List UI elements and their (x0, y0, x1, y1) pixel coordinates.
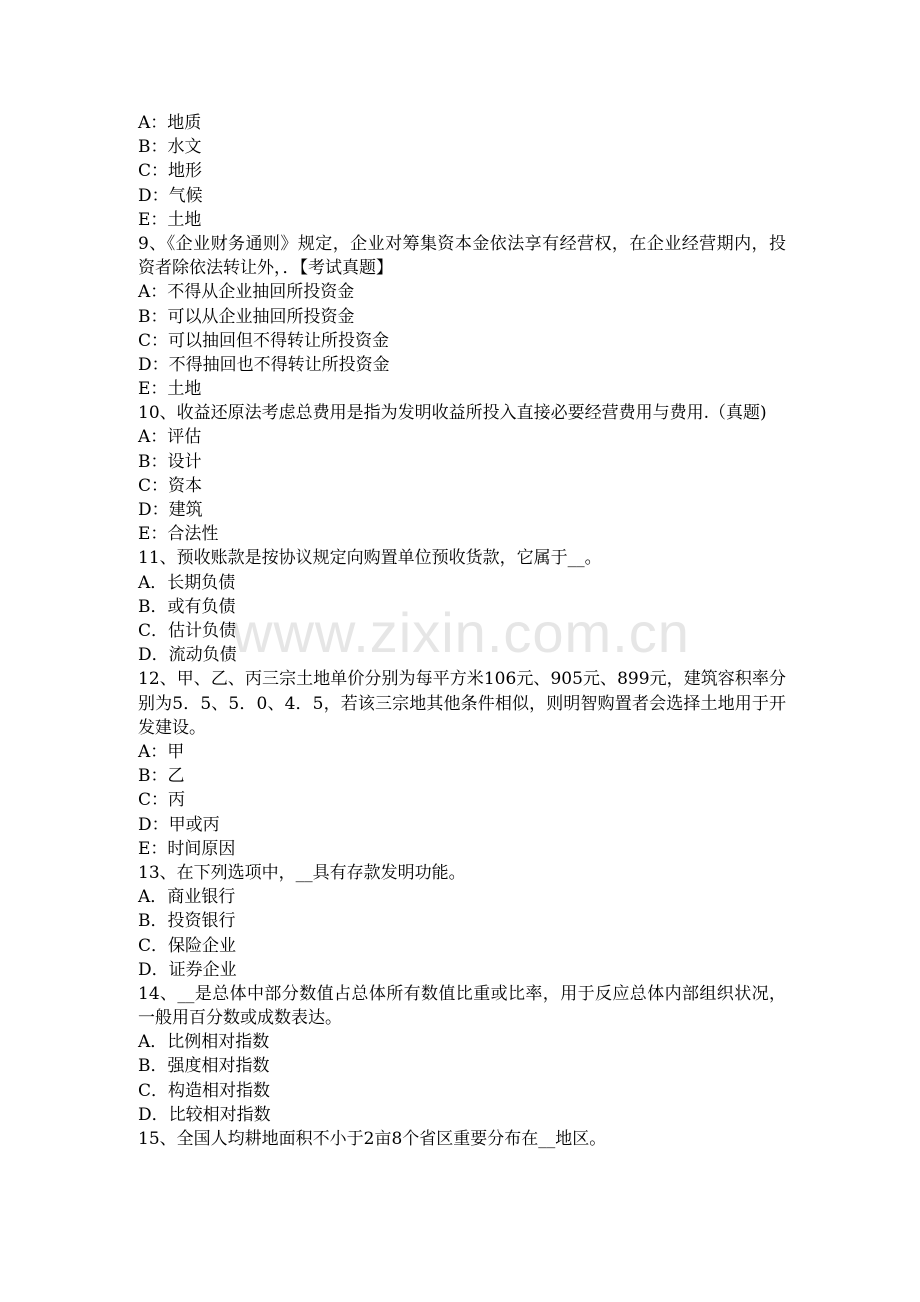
answer-option: B：可以从企业抽回所投资金 (138, 306, 355, 327)
answer-option: C．估计负债 (138, 621, 237, 641)
answer-option: D：不得抽回也不得转让所投资金 (138, 354, 390, 375)
answer-option: C：丙 (138, 790, 186, 811)
question-text: 10、收益还原法考虑总费用是指为发明收益所投入直接必要经营费用与费用.（真题) (138, 403, 767, 424)
answer-option: E：土地 (138, 209, 202, 230)
question-text: 14、__是总体中部分数值占总体所有数值比重或比率，用于反应总体内部组织状况，一般用百分数或成数表达。 (138, 983, 786, 1029)
answer-option: A：评估 (138, 427, 202, 448)
answer-option: D：甲或丙 (138, 814, 220, 835)
answer-option: C：资本 (138, 475, 203, 496)
answer-option: C．保险企业 (138, 935, 237, 956)
watermark: www.zixin.com.cn (232, 601, 690, 664)
answer-option: E：合法性 (138, 524, 219, 545)
answer-option: A．商业银行 (138, 887, 236, 908)
answer-option: D：建筑 (138, 500, 203, 521)
answer-option: B：水文 (138, 137, 202, 158)
answer-option: A：不得从企业抽回所投资金 (138, 282, 355, 303)
document-body (138, 111, 786, 1151)
answer-option: D．比较相对指数 (138, 1104, 271, 1125)
question-text: 15、全国人均耕地面积不小于2亩8个省区重要分布在__地区。 (138, 1129, 607, 1150)
answer-option: B．或有负债 (138, 596, 236, 617)
question-text: 9、《企业财务通则》规定，企业对筹集资本金依法享有经营权，在企业经营期内，投资者除依法转让外，．【考试真题】 (138, 233, 786, 279)
answer-option: C：可以抽回但不得转让所投资金 (138, 330, 390, 351)
question-text: 12、甲、乙、丙三宗土地单价分别为每平方米106元、905元、899元，建筑容积率分别为5．5、5．0、4．5，若该三宗地其他条件相似，则明智购置者会选择土地用于开发建设。 (138, 669, 786, 738)
answer-option: A．长期负债 (138, 572, 236, 593)
answer-option: B．强度相对指数 (138, 1056, 270, 1077)
answer-option: B：乙 (138, 766, 185, 787)
answer-option: A：地质 (138, 113, 202, 133)
answer-option: D．证券企业 (138, 959, 237, 980)
answer-option: C：地形 (138, 161, 203, 182)
question-text: 11、预收账款是按协议规定向购置单位预收货款，它属于__。 (138, 548, 602, 569)
answer-option: B．投资银行 (138, 911, 236, 932)
answer-option: E：土地 (138, 379, 202, 400)
answer-option: A．比例相对指数 (138, 1032, 270, 1053)
answer-option: B：设计 (138, 451, 202, 472)
answer-option: D．流动负债 (138, 645, 237, 666)
answer-option: D：气候 (138, 185, 203, 206)
answer-option: C．构造相对指数 (138, 1080, 271, 1101)
answer-option: A：甲 (138, 741, 185, 762)
answer-option: E：时间原因 (138, 838, 236, 859)
question-text: 13、在下列选项中，__具有存款发明功能。 (138, 862, 466, 883)
